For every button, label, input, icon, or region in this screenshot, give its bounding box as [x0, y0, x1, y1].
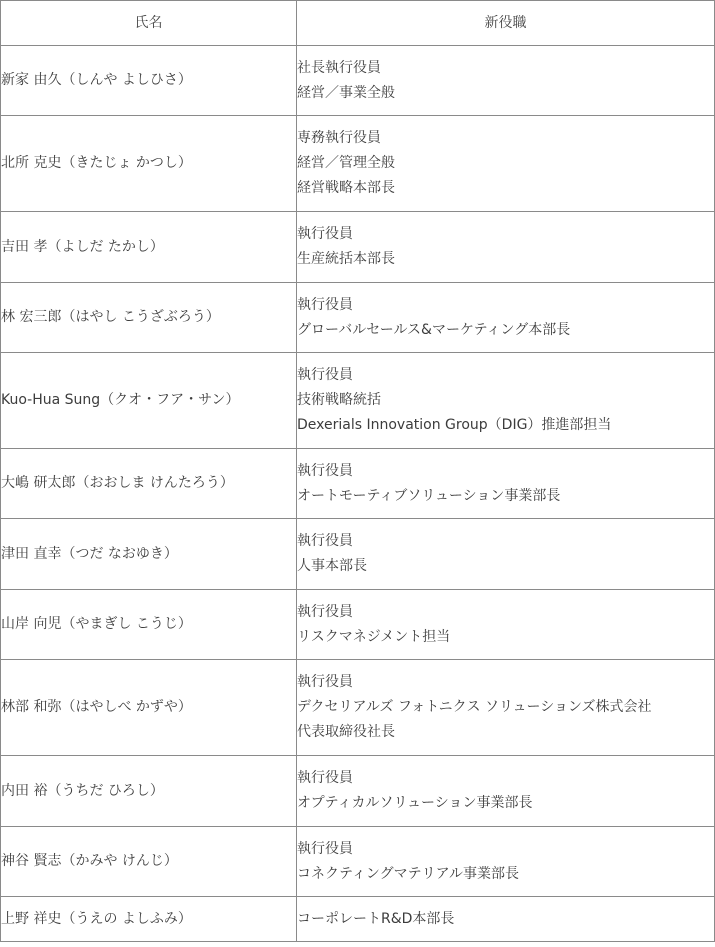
- position-line: 人事本部長: [297, 558, 367, 574]
- table-row: [1, 827, 715, 897]
- position-line: コーポレートR&D本部長: [297, 910, 455, 927]
- officer-name: 大嶋 研太郎（おおしま けんたろう）: [1, 449, 297, 519]
- new-position-cell: [297, 212, 715, 283]
- column-header-position: 新役職: [297, 1, 715, 46]
- table-row: [1, 449, 715, 519]
- officer-name: 神谷 賢志（かみや けんじ）: [1, 827, 297, 897]
- position-line: オートモーティブソリューション事業部長: [297, 487, 561, 504]
- table-row: [1, 519, 715, 590]
- officer-name: 津田 直幸（つだ なおゆき）: [1, 519, 297, 590]
- position-line: 専務執行役員: [297, 130, 381, 146]
- new-position-cell: [297, 827, 715, 897]
- position-line: 執行役員: [297, 462, 353, 479]
- table-row: [1, 212, 715, 283]
- officer-name: 林部 和弥（はやしべ かずや）: [1, 660, 297, 756]
- position-line: 執行役員: [297, 770, 353, 786]
- officer-name: 林 宏三郎（はやし こうざぶろう）: [1, 283, 297, 353]
- new-position-cell: [297, 46, 715, 116]
- officer-name: 内田 裕（うちだ ひろし）: [1, 756, 297, 827]
- table-row: [1, 283, 715, 353]
- position-line: 執行役員: [297, 226, 353, 242]
- position-line: 経営／管理全般: [297, 155, 395, 171]
- new-position-cell: [297, 660, 715, 756]
- table-row: [1, 897, 715, 942]
- table-row: [1, 590, 715, 660]
- position-line: グローバルセールス&マーケティング本部長: [297, 321, 571, 338]
- position-line: 生産統括本部長: [297, 251, 395, 267]
- position-line: 技術戦略統括: [297, 392, 381, 408]
- officer-name: Kuo-Hua Sung（クオ・フア・サン）: [1, 353, 297, 449]
- position-line: 執行役員: [297, 533, 353, 549]
- position-line: 社長執行役員: [297, 59, 381, 76]
- new-position-cell: [297, 519, 715, 590]
- position-line: 執行役員: [297, 840, 353, 857]
- table-header-row: [1, 1, 715, 46]
- new-position-cell: [297, 116, 715, 212]
- position-line: オプティカルソリューション事業部長: [297, 795, 533, 811]
- officer-name: 北所 克史（きたじょ かつし）: [1, 116, 297, 212]
- officer-name: 山岸 向児（やまぎし こうじ）: [1, 590, 297, 660]
- new-position-cell: [297, 283, 715, 353]
- new-position-cell: [297, 590, 715, 660]
- position-line: デクセリアルズ フォトニクス ソリューションズ株式会社: [297, 699, 652, 715]
- position-line: 経営／事業全般: [297, 84, 395, 101]
- table-row: [1, 353, 715, 449]
- table-row: [1, 46, 715, 116]
- officer-name: 上野 祥史（うえの よしふみ）: [1, 897, 297, 942]
- position-line: 執行役員: [297, 367, 353, 383]
- position-line: コネクティングマテリアル事業部長: [297, 865, 520, 882]
- position-line: 執行役員: [297, 603, 353, 620]
- new-position-cell: [297, 449, 715, 519]
- position-line: Dexerials Innovation Group（DIG）推進部担当: [297, 417, 612, 433]
- table-row: [1, 660, 715, 756]
- position-line: 執行役員: [297, 296, 353, 313]
- new-position-cell: [297, 897, 715, 942]
- table-body: [1, 46, 715, 942]
- position-line: 代表取締役社長: [297, 724, 395, 740]
- table-row: [1, 116, 715, 212]
- officer-name: 吉田 孝（よしだ たかし）: [1, 212, 297, 283]
- column-header-name: 氏名: [1, 1, 297, 46]
- officer-name: 新家 由久（しんや よしひさ）: [1, 46, 297, 116]
- table-row: [1, 756, 715, 827]
- position-line: 執行役員: [297, 674, 353, 690]
- position-line: リスクマネジメント担当: [297, 628, 451, 645]
- position-line: 経営戦略本部長: [297, 180, 395, 196]
- new-position-cell: [297, 353, 715, 449]
- new-position-cell: [297, 756, 715, 827]
